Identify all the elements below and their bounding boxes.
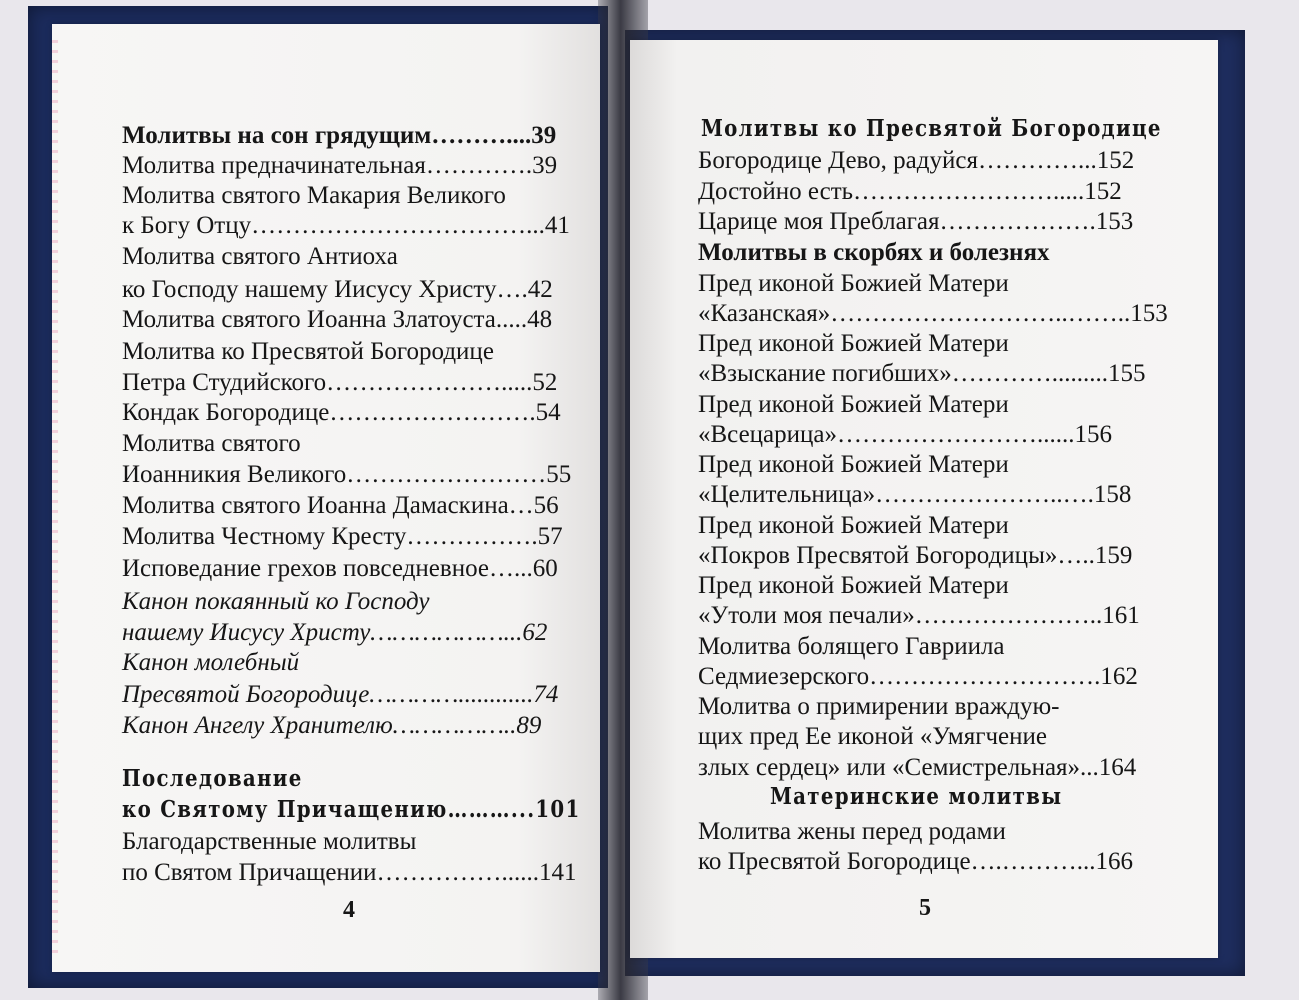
toc-entry: Петра Студийского………………….....52	[122, 369, 558, 396]
toc-entry: Исповедание грехов повседневное…...60	[122, 555, 558, 582]
toc-entry: Кондак Богородице…………………….54	[122, 399, 561, 426]
toc-entry: Молитва жены перед родами	[698, 818, 1006, 845]
toc-entry: Иоанникия Великого……………………55	[122, 461, 572, 488]
toc-entry: Канон Ангелу Хранителю……………..89	[122, 712, 542, 739]
section-title: Последование	[122, 765, 303, 792]
toc-entry: Богородице Дево, радуйся…………...152	[698, 147, 1135, 174]
toc-entry: Пресвятой Богородице…………............74	[122, 681, 559, 708]
toc-entry: нашему Иисусу Христу………………...62	[122, 619, 548, 646]
toc-entry: Пред иконой Божией Матери	[698, 391, 1009, 418]
page-number: 4	[343, 897, 355, 923]
toc-entry: ко Пресвятой Богородице….………...166	[698, 848, 1134, 875]
toc-entry: Пред иконой Божией Матери	[698, 572, 1009, 599]
toc-entry: Молитва святого	[122, 430, 301, 457]
toc-entry: Молитва Честному Кресту…………….57	[122, 523, 563, 550]
toc-entry: Молитва святого Антиоха	[122, 243, 398, 270]
toc-entry: Молитвы в скорбях и болезнях	[698, 239, 1050, 266]
toc-entry: Молитва болящего Гавриила	[698, 633, 1005, 660]
toc-entry: Молитва святого Иоанна Златоуста.....48	[122, 306, 553, 333]
toc-entry: Пред иконой Божией Матери	[698, 512, 1009, 539]
toc-entry: Пред иконой Божией Матери	[698, 451, 1009, 478]
toc-entry: Седмиезерского……………………….162	[698, 663, 1138, 690]
toc-entry: Достойно есть…………………….....152	[698, 178, 1122, 205]
section-title: ко Святому Причащению………...101	[122, 796, 581, 823]
page-number: 5	[919, 895, 931, 921]
toc-entry: «Казанская»………………………..……..153	[698, 300, 1168, 327]
toc-entry: «Утоли моя печали»…………………..161	[698, 602, 1140, 629]
toc-entry: Канон молебный	[122, 649, 300, 676]
toc-entry: Канон покаянный ко Господу	[122, 588, 430, 615]
toc-entry: Пред иконой Божией Матери	[698, 270, 1009, 297]
toc-entry: Молитва предначинательная………….39	[122, 152, 558, 179]
toc-entry: Молитва святого Иоанна Дамаскина…56	[122, 492, 559, 519]
toc-entry: Пред иконой Божией Матери	[698, 330, 1009, 357]
toc-entry: Молитва о примирении враждую-	[698, 693, 1060, 720]
toc-entry: к Богу Отцу……………………………...41	[122, 212, 570, 239]
page-edge-marks	[52, 40, 58, 960]
toc-entry: Царице моя Преблагая……………….153	[698, 208, 1134, 235]
toc-entry: щих пред Ее иконой «Умягчение	[698, 723, 1047, 750]
toc-entry: «Покров Пресвятой Богородицы»…..159	[698, 542, 1133, 569]
toc-entry: «Целительница»…………………..….158	[698, 481, 1132, 508]
toc-entry: «Взыскание погибших»………….........155	[698, 360, 1146, 387]
toc-entry: Молитва ко Пресвятой Богородице	[122, 338, 494, 365]
toc-entry: «Всецарица»……………………......156	[698, 421, 1113, 448]
toc-entry: злых сердец» или «Семистрельная»...164	[698, 754, 1137, 781]
toc-entry: по Святом Причащении……………......141	[122, 859, 577, 886]
section-title: Материнские молитвы	[770, 783, 1063, 810]
toc-entry: ко Господу нашему Иисусу Христу….42	[122, 276, 553, 303]
toc-entry: Молитвы на сон грядущим………....39	[122, 122, 557, 149]
toc-entry: Молитва святого Макария Великого	[122, 182, 506, 209]
section-title: Молитвы ко Пресвятой Богородице	[701, 115, 1162, 142]
toc-entry: Благодарственные молитвы	[122, 828, 417, 855]
